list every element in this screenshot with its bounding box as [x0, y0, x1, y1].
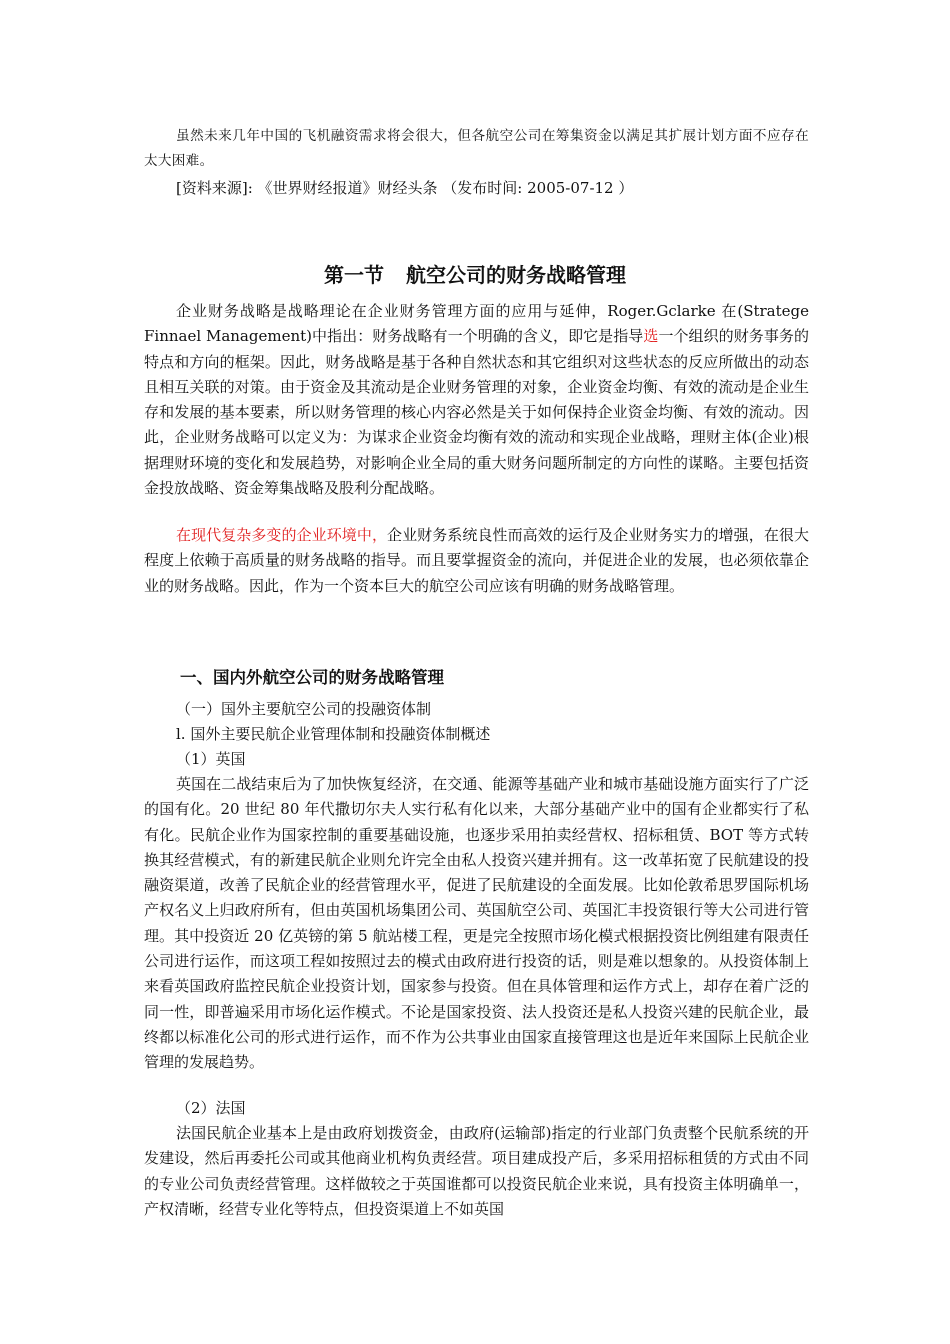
section-paragraph-2: [144, 523, 809, 599]
section-title: [0, 259, 950, 288]
paragraph-1-text-a: 企业财务战略是战略理论在企业财务管理方面的应用与延伸，Roger.Gclarke 在(Stratege Finnael Management)中指出：财务战略有一个明确的含义，即它是指导: [144, 302, 809, 346]
uk-paragraph: 英国在二战结束后为了加快恢复经济，在交通、能源等基础产业和城市基础设施方面实行了广泛的国有化。20 世纪 80 年代撒切尔夫人实行私有化以来，大部分基础产业中的国有企业都实行了私有化。民航企业作为国家控制的重要基础设施，也逐步采用拍卖经营权、招标租赁、BOT 等方式转换其经营模式，有的新建民航企业则允许完全由私人投资兴建并拥有。这一改革拓宽了民航建设的投融资渠道，改善了民航企业的经营管理水平，促进了民航建设的全面发展。比如伦敦希思罗国际机场产权名义上归政府所有，但由英国机场集团公司、英国航空公司、英国汇丰投资银行等大公司进行管理。其中投资近 20 亿英镑的第 5 航站楼工程，更是完全按照市场化模式根据投资比例组建有限责任公司进行运作，而这项工程如按照过去的模式由政府进行投资的话，则是难以想象的。从投资体制上来看英国政府监控民航企业投资计划，国家参与投资。但在具体管理和运作方式上，却存在着广泛的同一性，即普遍采用市场化运作模式。不论是国家投资、法人投资还是私人投资兴建的民航企业，最终都以标准化公司的形式进行运作，而不作为公共事业由国家直接管理这也是近年来国际上民航企业管理的发展趋势。: [144, 775, 809, 1072]
intro-paragraph: 虽然未来几年中国的飞机融资需求将会很大，但各航空公司在筹集资金以满足其扩展计划方面不应存在太大困难。: [144, 128, 809, 170]
paragraph-2-highlight: 在现代复杂多变的企业环境中，: [176, 526, 388, 544]
france-label: （2）法国: [176, 1099, 246, 1117]
france-paragraph: 法国民航企业基本上是由政府划拨资金，由政府(运输部)指定的行业部门负责整个民航系统的开发建设，然后再委托公司或其他商业机构负责经营。项目建成投产后，多采用招标租赁的方式由不同的专业公司负责经营管理。这样做较之于英国谁都可以投资民航企业来说，具有投资主体明确单一，产权清晰，经营专业化等特点，但投资渠道上不如英国: [144, 1124, 809, 1218]
section-title-text: 航空公司的财务战略管理: [406, 263, 626, 287]
paragraph-1-text-b: 一个组织的财务事务的特点和方向的框架。因此，财务战略是基于各种自然状态和其它组织对这些状态的反应所做出的动态且相互关联的对策。由于资金及其流动是企业财务管理的对象，企业资金均衡、有效的流动是企业生存和发展的基本要素，所以财务管理的核心内容必然是关于如何保持企业资金均衡、有效的流动。因此，企业财务战略可以定义为：为谋求企业资金均衡有效的流动和实现企业战略，理财主体(企业)根据理财环境的变化和发展趋势，对影响企业全局的重大财务问题所制定的方向性的谋略。主要包括资金投放战略、资金筹集战略及股利分配战略。: [144, 327, 809, 498]
subsection-heading: 一、国内外航空公司的财务战略管理: [180, 668, 444, 687]
section-paragraph-1: [144, 299, 809, 501]
source-line: [资料来源]: 《世界财经报道》财经头条 （发布时间: 2005-07-12 ）: [176, 179, 634, 197]
section-number: 第一节: [324, 263, 384, 287]
uk-label: （1）英国: [176, 750, 246, 768]
paragraph-1-highlight: 选: [643, 327, 659, 346]
intro-block: [144, 124, 809, 175]
subheading-1: （一）国外主要航空公司的投融资体制: [176, 700, 432, 718]
paragraph-2-text: 企业财务系统良性而高效的运行及企业财务实力的增强，在很大程度上依赖于高质量的财务战略的指导。而且要掌握资金的流向，并促进企业的发展，也必须依靠企业的财务战略。因此，作为一个资本巨大的航空公司应该有明确的财务战略管理。: [144, 526, 809, 595]
subheading-1-1: l. 国外主要民航企业管理体制和投融资体制概述: [176, 725, 491, 743]
